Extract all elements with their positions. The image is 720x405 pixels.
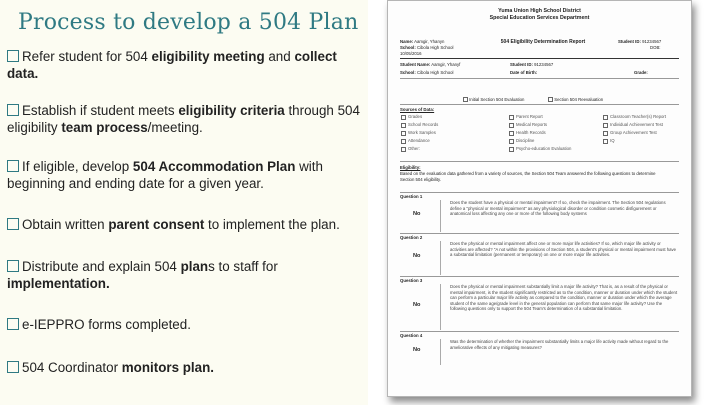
bullet-text: 504 Coordinator — [22, 360, 122, 375]
checkbox-bullet-icon — [7, 218, 19, 230]
department-name: Special Education Services Department — [489, 15, 590, 21]
question-label: Question 4 — [400, 333, 423, 338]
bullet-text: parent consent — [108, 217, 205, 232]
meeting-date: 10/05/2016 — [400, 51, 422, 56]
bullet-text: team process — [61, 120, 148, 135]
source-checkbox — [401, 123, 406, 128]
bullet-text: Refer student for 504 — [22, 49, 152, 64]
bullet-text: to implement the plan. — [204, 217, 340, 232]
checkbox-bullet-icon — [7, 160, 19, 172]
grade-label: Grade: — [634, 70, 648, 75]
source-checkbox — [603, 123, 608, 128]
source-item: Classroom Teacher(s) Report — [610, 114, 667, 119]
checkbox-bullet-icon — [7, 260, 19, 272]
bullet-text: Obtain written — [22, 217, 109, 232]
source-item: Discipline — [516, 138, 535, 143]
bullet-text: /meeting. — [147, 120, 203, 135]
source-item: Other: — [408, 146, 420, 151]
checkbox-bullet-icon — [7, 104, 19, 116]
bullet-item — [7, 102, 363, 136]
source-item: School Records — [408, 122, 439, 127]
source-item: Group Achievement Test — [610, 130, 657, 135]
source-checkbox — [509, 131, 514, 136]
source-item: Psycho-education Evaluation — [516, 146, 572, 151]
question-text: Does the physical or mental impairment affect one or more major life activities? If so, which major life activity or activities are affected? "A not within the provisions of Section 504, a student's physical or mental impairment must have a substantial limitation (permanent or temporary) on one or more major life activities. — [450, 241, 677, 258]
bullet-item — [7, 158, 363, 192]
checkbox-bullet-icon — [7, 361, 19, 373]
header-school: School: Cibola High School — [400, 45, 454, 50]
question-column-divider — [440, 200, 441, 232]
question-divider — [400, 331, 679, 332]
question-text: Does the physical or mental impairment substantially limit a major life activity? That is, as a result of the physical or mental impairment, is the student significantly restricted as to the condition, manner or duration under which the student can perform a particular major life activity as compared to the condition, manner or duration under which the average student of the same age/grade level in the general population can perform that same major life activity? Use the following questions only to support the 504 Team's determination of a substantial limitation. — [450, 284, 678, 312]
initial-evaluation-option: Initial Section 504 Evaluation — [463, 97, 524, 102]
eligibility-report-image — [387, 0, 692, 397]
source-checkbox — [603, 131, 608, 136]
source-item: Health Records — [516, 130, 546, 135]
bullet-text: monitors plan. — [121, 360, 215, 375]
bullet-text: s to staff for — [208, 259, 278, 274]
header-name: Name: Aamgir, Yhanyn — [400, 39, 445, 44]
bullet-item — [7, 258, 363, 292]
bullet-item — [7, 48, 363, 82]
question-divider — [400, 233, 679, 234]
question-column-divider — [440, 241, 441, 275]
bullet-item — [7, 216, 363, 233]
bullet-text: eligibility meeting — [151, 49, 265, 64]
source-checkbox — [401, 139, 406, 144]
question-label: Question 1 — [400, 194, 423, 199]
divider — [400, 78, 679, 79]
source-item: Parent Report — [516, 114, 543, 119]
question-answer: No — [413, 302, 421, 308]
bullet-text: plan — [180, 259, 209, 274]
source-checkbox — [509, 123, 514, 128]
eligibility-text: Based on the evaluation data gathered from a variety of sources, the Section 504 Team answered the following questions to determine Section 504 eligibility. — [400, 171, 656, 182]
student-id: Student ID: 91234567 — [510, 62, 554, 67]
bullet-text: If eligible, develop — [22, 159, 133, 174]
header-divider — [400, 58, 679, 59]
source-item: Individual Achievement Test — [610, 122, 663, 127]
bullet-text: 504 Accommodation Plan — [132, 159, 296, 174]
student-name: Student Name: Aamgir, Yhanyf — [400, 62, 461, 67]
divider — [400, 104, 679, 105]
source-checkbox — [509, 139, 514, 144]
sources-title: Sources of Data: — [400, 107, 435, 112]
source-item: Medical Reports — [516, 122, 548, 127]
reevaluation-option: Section 504 Reevaluation — [548, 97, 603, 102]
source-checkbox — [509, 147, 514, 152]
header-student-id: Student ID: 91234567 — [618, 39, 662, 44]
question-divider — [400, 192, 679, 193]
source-checkbox — [603, 139, 608, 144]
header-dob: DOB: — [650, 45, 661, 50]
divider — [400, 161, 679, 162]
checkbox-bullet-icon — [7, 318, 19, 330]
bullet-item — [7, 316, 363, 333]
date-of-birth-label: Date of Birth: — [510, 70, 538, 75]
bullet-text: collect data. — [7, 49, 337, 81]
bullet-text: e-IEPPRO forms completed. — [22, 317, 191, 332]
question-label: Question 3 — [400, 278, 423, 283]
source-checkbox — [401, 131, 406, 136]
district-name: Yuma Union High School District — [498, 8, 581, 14]
source-item: IQ — [610, 138, 615, 143]
bullet-text: Distribute and explain 504 — [22, 259, 181, 274]
eligibility-title: Eligibility: — [400, 165, 421, 170]
source-item: Grades — [408, 114, 423, 119]
student-school: School: Cibola High School — [400, 70, 454, 75]
question-text: Was the determination of whether the impairment substantially limits a major life activity made without regard to the ameliorative effects of any mitigating measures? — [450, 339, 669, 350]
question-column-divider — [440, 284, 441, 330]
source-checkbox — [603, 115, 608, 120]
question-column-divider — [440, 339, 441, 365]
source-item: Attendance — [408, 138, 430, 143]
question-answer: No — [413, 253, 421, 259]
question-text: Does the student have a physical or mental impairment? If so, check the impairment. The Section 504 regulations define a "physical or mental impairment" as any physiological disorder or condition cosmetic disfigurement or anatomical loss affecting any one or more of the following body systems — [450, 200, 666, 217]
source-checkbox — [401, 147, 406, 152]
bullet-text: eligibility criteria — [178, 103, 285, 118]
source-checkbox — [509, 115, 514, 120]
question-divider — [400, 276, 679, 277]
source-item: Work Samples — [408, 130, 436, 135]
bullet-text: and — [264, 49, 295, 64]
source-checkbox — [401, 115, 406, 120]
bullet-item — [7, 359, 363, 376]
question-answer: No — [413, 211, 421, 217]
form-title: 504 Eligibility Determination Report — [500, 39, 586, 45]
question-answer: No — [413, 347, 421, 353]
bullet-text: implementation. — [7, 276, 110, 291]
bullet-text: with beginning and ending date for a given year. — [7, 159, 323, 191]
bullet-text: through 504 eligibility — [7, 103, 360, 135]
bullet-text: Establish if student meets — [22, 103, 179, 118]
slide-title: Process to develop a 504 Plan — [18, 10, 359, 35]
question-label: Question 2 — [400, 235, 423, 240]
checkbox-bullet-icon — [7, 50, 19, 62]
